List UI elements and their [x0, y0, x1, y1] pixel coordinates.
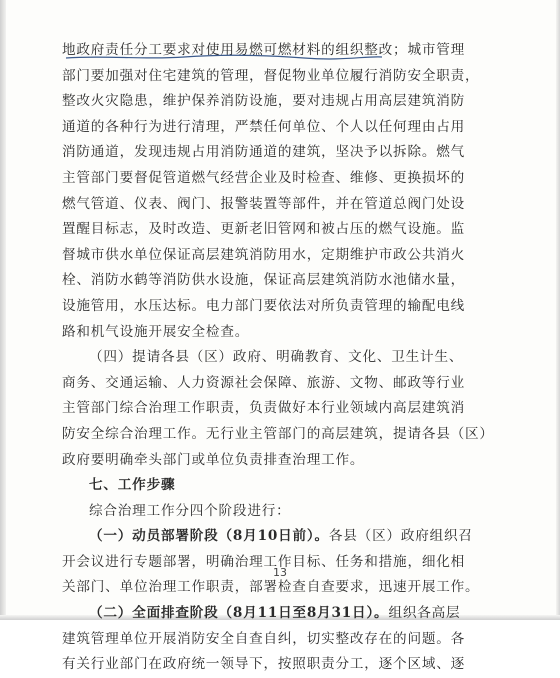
stage-2-line-3: 有关行业部门在政府统一领导下，按照职责分工，逐个区域、逐 [62, 656, 466, 673]
paragraph-2-line-3: 主管部门综合治理工作职责，负责做好本行业领域内高层建筑消 [62, 400, 466, 417]
document-body [62, 38, 502, 678]
scan-edge-left [0, 0, 6, 620]
text-line-1 [62, 38, 502, 64]
text-line-12: 路和机气设施开展安全检查。 [62, 323, 250, 340]
stage-1-first-line [62, 524, 502, 550]
text-line-9: 督城市供水单位保证高层建筑消防用水，定期维护市政公共消火 [62, 246, 466, 263]
stage-2-first-line [62, 601, 502, 627]
text-line-6: 主管部门要督促管道燃气经营企业及时检查、维修、更换损坏的 [62, 169, 466, 186]
page-number: 13 [273, 566, 287, 579]
text-line-11: 设施管用，水压达标。电力部门要依法对所负责管理的输配电线 [62, 297, 466, 314]
stage-1-line-3: 关部门、单位治理工作职责，部署检查自查要求，迅速开展工作。 [62, 579, 480, 596]
text-line-10: 栓、消防水鹤等消防供水设施，保证高层建筑消防水池储水量， [62, 272, 466, 289]
scan-edge-right [556, 0, 560, 620]
stage-1-text-start: 各县（区）政府组织召 [328, 528, 473, 545]
stage-1-label: （一）动员部署阶段（8月10日前）。 [89, 528, 329, 545]
stage-2-text-start: 组织各高层 [388, 605, 461, 622]
text-line-2: 部门要加强对住宅建筑的管理，督促物业单位履行消防安全职责， [62, 67, 480, 84]
text-line-8: 置醒目标志，及时改造、更新老旧管网和被占压的燃气设施。监 [62, 221, 466, 238]
text-line-3: 整改火灾隐患，维护保养消防设施，要对违规占用高层建筑消防 [62, 93, 466, 110]
text-line-4: 通道的各种行为进行清理，严禁任何单位、个人以任何理由占用 [62, 118, 466, 135]
text-line-5: 消防通道，发现违规占用消防通道的建筑，坚决予以拆除。燃气 [62, 144, 466, 161]
text-line-1-content: 地政府责任分工要求对使用易燃可燃材料的组织整改；城市管理 [62, 42, 466, 58]
section-heading: 七、工作步骤 [89, 477, 176, 494]
stage-2-line-2: 建筑管理单位开展消防安全自查自纠，切实整改存在的问题。各 [62, 630, 466, 647]
stage-1-line-2: 开会议进行专题部署，明确治理工作目标、任务和措施，细化相 [62, 553, 466, 570]
paragraph-2-line-4: 防安全综合治理工作。无行业主管部门的高层建筑，提请各县（区） [62, 425, 494, 442]
paragraph-2-line-5: 政府要明确牵头部门或单位负责排查治理工作。 [62, 451, 365, 468]
text-line-7: 燃气管道、仪表、阀门、报警装置等部件，并在管道总阀门处设 [62, 195, 466, 212]
paragraph-2-line-1: （四）提请各县（区）政府、明确教育、文化、卫生计生、 [89, 349, 464, 366]
paragraph-2-line-2: 商务、交通运输、人力资源社会保障、旅游、文物、邮政等行业 [62, 374, 466, 391]
stage-2-label: （二）全面排查阶段（8月11日至8月31日）。 [89, 605, 389, 622]
section-intro: 综合治理工作分四个阶段进行： [89, 502, 291, 519]
